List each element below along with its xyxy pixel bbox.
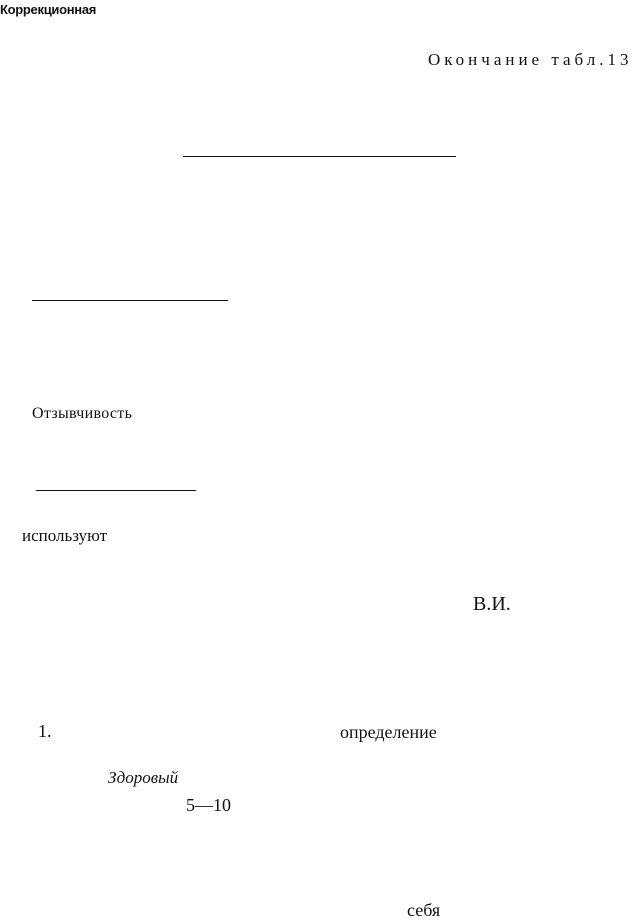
text-fragment-healthy: Здоровый: [108, 768, 179, 787]
text-fragment-range: 5—10: [186, 795, 231, 815]
running-head: Коррекционная: [0, 2, 97, 17]
table-rule-left: [32, 300, 228, 301]
table-continuation-caption: Окончание табл.13: [428, 50, 633, 69]
table-rule-top: [183, 156, 456, 157]
text-fragment-use: используют: [22, 526, 108, 545]
text-fragment-self: себя: [407, 900, 441, 920]
table-rule-bottom: [36, 490, 196, 491]
list-item-number: 1.: [38, 721, 52, 741]
text-fragment-initials: В.И.: [473, 593, 511, 615]
text-fragment-definition: определение: [340, 722, 437, 742]
text-fragment-responsiveness: Отзывчивость: [32, 405, 133, 422]
